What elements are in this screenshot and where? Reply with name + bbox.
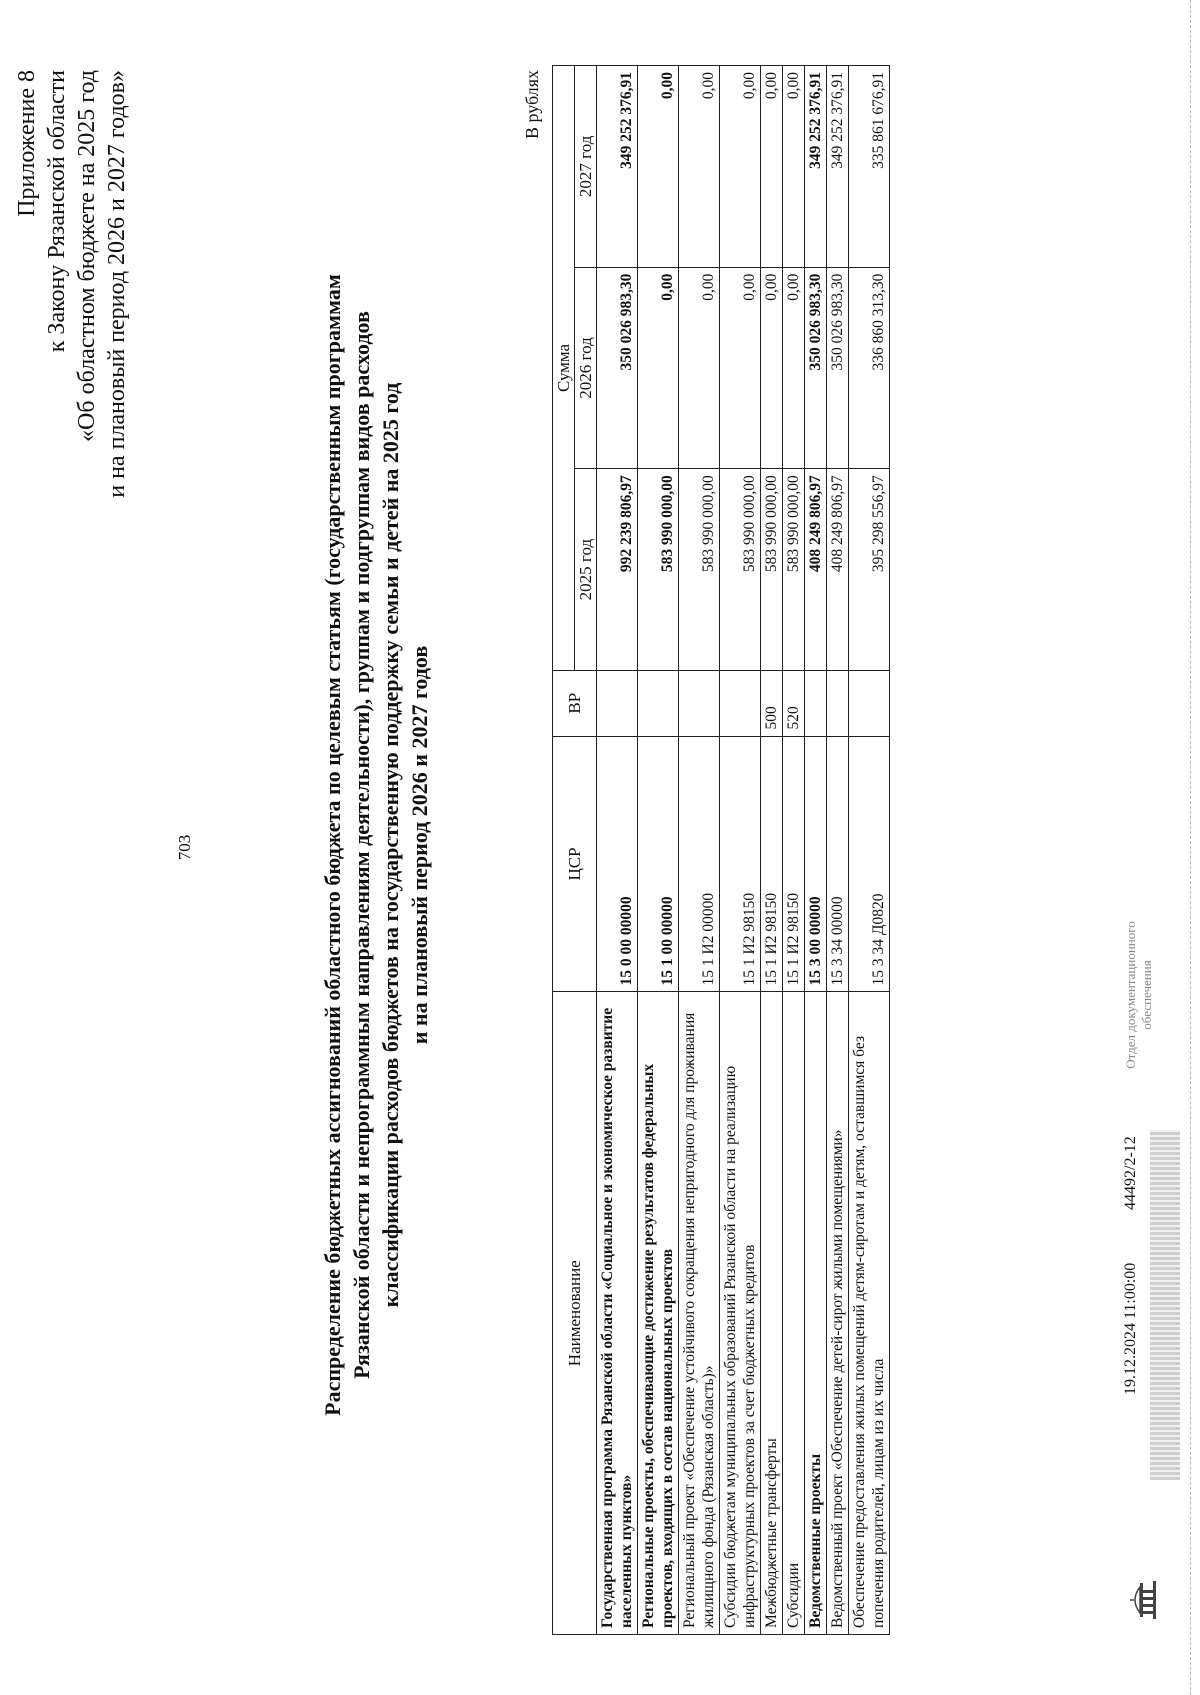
footer-date: 19.12.2024 11:00:00 xyxy=(1122,1262,1139,1395)
cell-vr: 520 xyxy=(783,670,805,736)
cell-csr: 15 0 00 00000 xyxy=(597,736,638,992)
cell-name: Субсидии xyxy=(783,992,805,1635)
cell-name: Ведомственный проект «Обеспечение детей-сирот жилыми помещениями» xyxy=(827,992,849,1635)
cell-name: Межбюджетные трансферты xyxy=(761,992,783,1635)
header-name: Наименование xyxy=(553,992,597,1635)
cell-name: Субсидии бюджетам муниципальных образований Рязанской области на реализацию инфраструктурных проектов за счет бюджетных кредитов xyxy=(720,992,761,1635)
page-number: 703 xyxy=(175,834,194,861)
cell-2026: 0,00 xyxy=(783,267,805,469)
cell-vr xyxy=(597,670,638,736)
cell-csr: 15 3 34 00000 xyxy=(827,736,849,992)
cell-csr: 15 3 34 Д0820 xyxy=(849,736,890,992)
department-stamp xyxy=(1123,880,1155,1110)
cell-2027: 349 252 376,91 xyxy=(597,66,638,268)
cell-2027: 349 252 376,91 xyxy=(805,66,827,268)
title-line: и на плановый период 2026 и 2027 годов xyxy=(407,645,432,1045)
units-label: В рублях xyxy=(522,70,542,140)
cell-2027: 0,00 xyxy=(638,66,679,268)
cell-name: Ведомственные проекты xyxy=(805,992,827,1635)
cell-2025: 583 990 000,00 xyxy=(720,469,761,671)
header-sum: Сумма xyxy=(553,66,575,671)
annex-line: и на плановый период 2026 и 2027 годов» xyxy=(104,70,130,498)
cell-2026: 350 026 983,30 xyxy=(597,267,638,469)
table-row xyxy=(849,66,890,1635)
header-2025: 2025 год xyxy=(575,469,597,671)
cell-2026: 336 860 313,30 xyxy=(849,267,890,469)
cell-2025: 992 239 806,97 xyxy=(597,469,638,671)
cell-2027: 349 252 376,91 xyxy=(827,66,849,268)
title-line: Распределение бюджетных ассигнований областного бюджета по целевым статьям (государственным программам xyxy=(320,274,345,1416)
header-csr: ЦСР xyxy=(553,736,597,992)
annex-line: Приложение 8 xyxy=(14,70,40,217)
document-title xyxy=(318,95,434,1595)
cell-2025: 408 249 806,97 xyxy=(827,469,849,671)
cell-2025: 583 990 000,00 xyxy=(783,469,805,671)
cell-2027: 0,00 xyxy=(720,66,761,268)
table-row xyxy=(679,66,720,1635)
cell-2026: 350 026 983,30 xyxy=(805,267,827,469)
cell-2026: 350 026 983,30 xyxy=(827,267,849,469)
cell-name: Государственная программа Рязанской области «Социальное и экономическое развитие населенных пунктов» xyxy=(597,992,638,1635)
cell-csr: 15 1 И2 98150 xyxy=(761,736,783,992)
table-header-row xyxy=(553,66,575,1635)
title-line: Рязанской области и непрограммным направлениям деятельности), группам и подгруппам видов расходов xyxy=(349,311,374,1379)
cell-name: Региональный проект «Обеспечение устойчивого сокращения непригодного для проживания жилищного фонда (Рязанская область)» xyxy=(679,992,720,1635)
annex-line: «Об областном бюджете на 2025 год xyxy=(74,70,100,442)
cell-vr xyxy=(805,670,827,736)
cell-name: Обеспечение предоставления жилых помещений детям-сиротам и детям, оставшимся без попечения родителей, лицам из их числа xyxy=(849,992,890,1635)
cell-vr xyxy=(679,670,720,736)
cell-csr: 15 3 00 00000 xyxy=(805,736,827,992)
cell-csr: 15 1 И2 98150 xyxy=(783,736,805,992)
annex-header xyxy=(12,70,132,498)
stamp-line: обеспечения xyxy=(1139,960,1154,1030)
cell-csr: 15 1 00 00000 xyxy=(638,736,679,992)
cell-2026: 0,00 xyxy=(761,267,783,469)
cell-2025: 395 298 556,97 xyxy=(849,469,890,671)
header-2027: 2027 год xyxy=(575,66,597,268)
cell-vr: 500 xyxy=(761,670,783,736)
cell-2025: 583 990 000,00 xyxy=(761,469,783,671)
cell-2025: 408 249 806,97 xyxy=(805,469,827,671)
cell-2026: 0,00 xyxy=(638,267,679,469)
cell-vr xyxy=(827,670,849,736)
cell-2025: 583 990 000,00 xyxy=(679,469,720,671)
cell-2026: 0,00 xyxy=(679,267,720,469)
cell-name: Региональные проекты, обеспечивающие достижение результатов федеральных проектов, входящих в состав национальных проектов xyxy=(638,992,679,1635)
table-row xyxy=(597,66,638,1635)
scan-artifact xyxy=(1150,1130,1180,1480)
cell-2025: 583 990 000,00 xyxy=(638,469,679,671)
cell-2027: 335 861 676,91 xyxy=(849,66,890,268)
budget-table xyxy=(552,65,890,1635)
cell-2027: 0,00 xyxy=(679,66,720,268)
cell-vr xyxy=(849,670,890,736)
annex-line: к Закону Рязанской области xyxy=(44,70,70,353)
table-row xyxy=(761,66,783,1635)
table-row xyxy=(805,66,827,1635)
duma-building-icon xyxy=(1128,1577,1158,1623)
stamp-line: Отдел документационного xyxy=(1123,921,1138,1069)
cell-csr: 15 1 И2 98150 xyxy=(720,736,761,992)
cell-vr xyxy=(720,670,761,736)
cell-2027: 0,00 xyxy=(761,66,783,268)
cell-csr: 15 1 И2 00000 xyxy=(679,736,720,992)
header-2026: 2026 год xyxy=(575,267,597,469)
header-vr: ВР xyxy=(553,670,597,736)
cell-2026: 0,00 xyxy=(720,267,761,469)
table-row xyxy=(638,66,679,1635)
table-row xyxy=(783,66,805,1635)
scan-edge-line xyxy=(1190,0,1191,1695)
footer-code: 44492/2-12 xyxy=(1122,1136,1139,1210)
cell-vr xyxy=(638,670,679,736)
table-row xyxy=(827,66,849,1635)
table-row xyxy=(720,66,761,1635)
cell-2027: 0,00 xyxy=(783,66,805,268)
title-line: классификации расходов бюджетов на государственную поддержку семьи и детей на 2025 год xyxy=(378,382,403,1308)
